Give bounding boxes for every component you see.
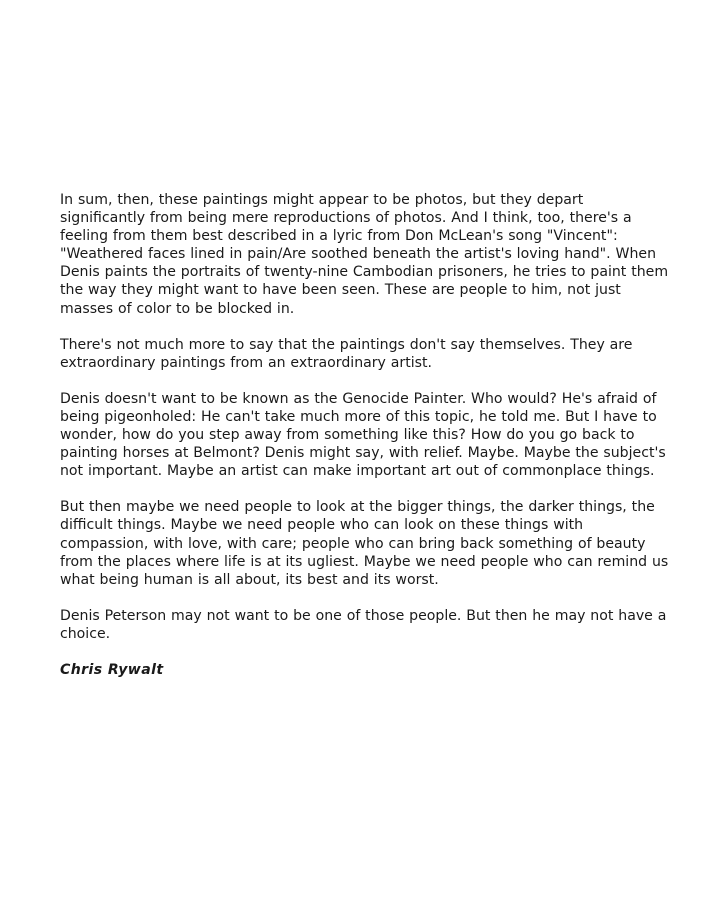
paragraph-genocide-painter: Denis doesn't want to be known as the Genocide Painter. Who would? He's afraid of being pigeonholed: He can't take much more of this topic, he told me. But I have to wonder, how do you step away from something like this? How do you go back to painting horses at Belmont? Denis might say, with relief. Maybe. Maybe the subject's not important. Maybe an artist can make important art out of commonplace things.	[60, 390, 666, 480]
paragraph-conclusion: There's not much more to say that the paintings don't say themselves. They are extraordinary paintings from an extraordinary artist.	[60, 336, 633, 371]
author-signature: Chris Rywalt	[60, 661, 164, 678]
paragraph-choice: Denis Peterson may not want to be one of those people. But then he may not have a choice.	[60, 607, 667, 642]
article-body	[60, 191, 670, 679]
paragraph-summary: In sum, then, these paintings might appear to be photos, but they depart significantly from being mere reproductions of photos. And I think, too, there's a feeling from them best described in a lyric from Don McLean's song "Vincent": "Weathered faces lined in pain/Are soothed beneath the artist's loving hand". When Denis paints the portraits of twenty-nine Cambodian prisoners, he tries to paint them the way they might want to have been seen. These are people to him, not just masses of color to be blocked in.	[60, 192, 669, 317]
paragraph-bigger-things: But then maybe we need people to look at the bigger things, the darker things, the difficult things. Maybe we need people who can look on these things with compassion, with love, with care; people who can bring back something of beauty from the places where life is at its ugliest. Maybe we need people who can remind us what being human is all about, its best and its worst.	[60, 499, 669, 588]
